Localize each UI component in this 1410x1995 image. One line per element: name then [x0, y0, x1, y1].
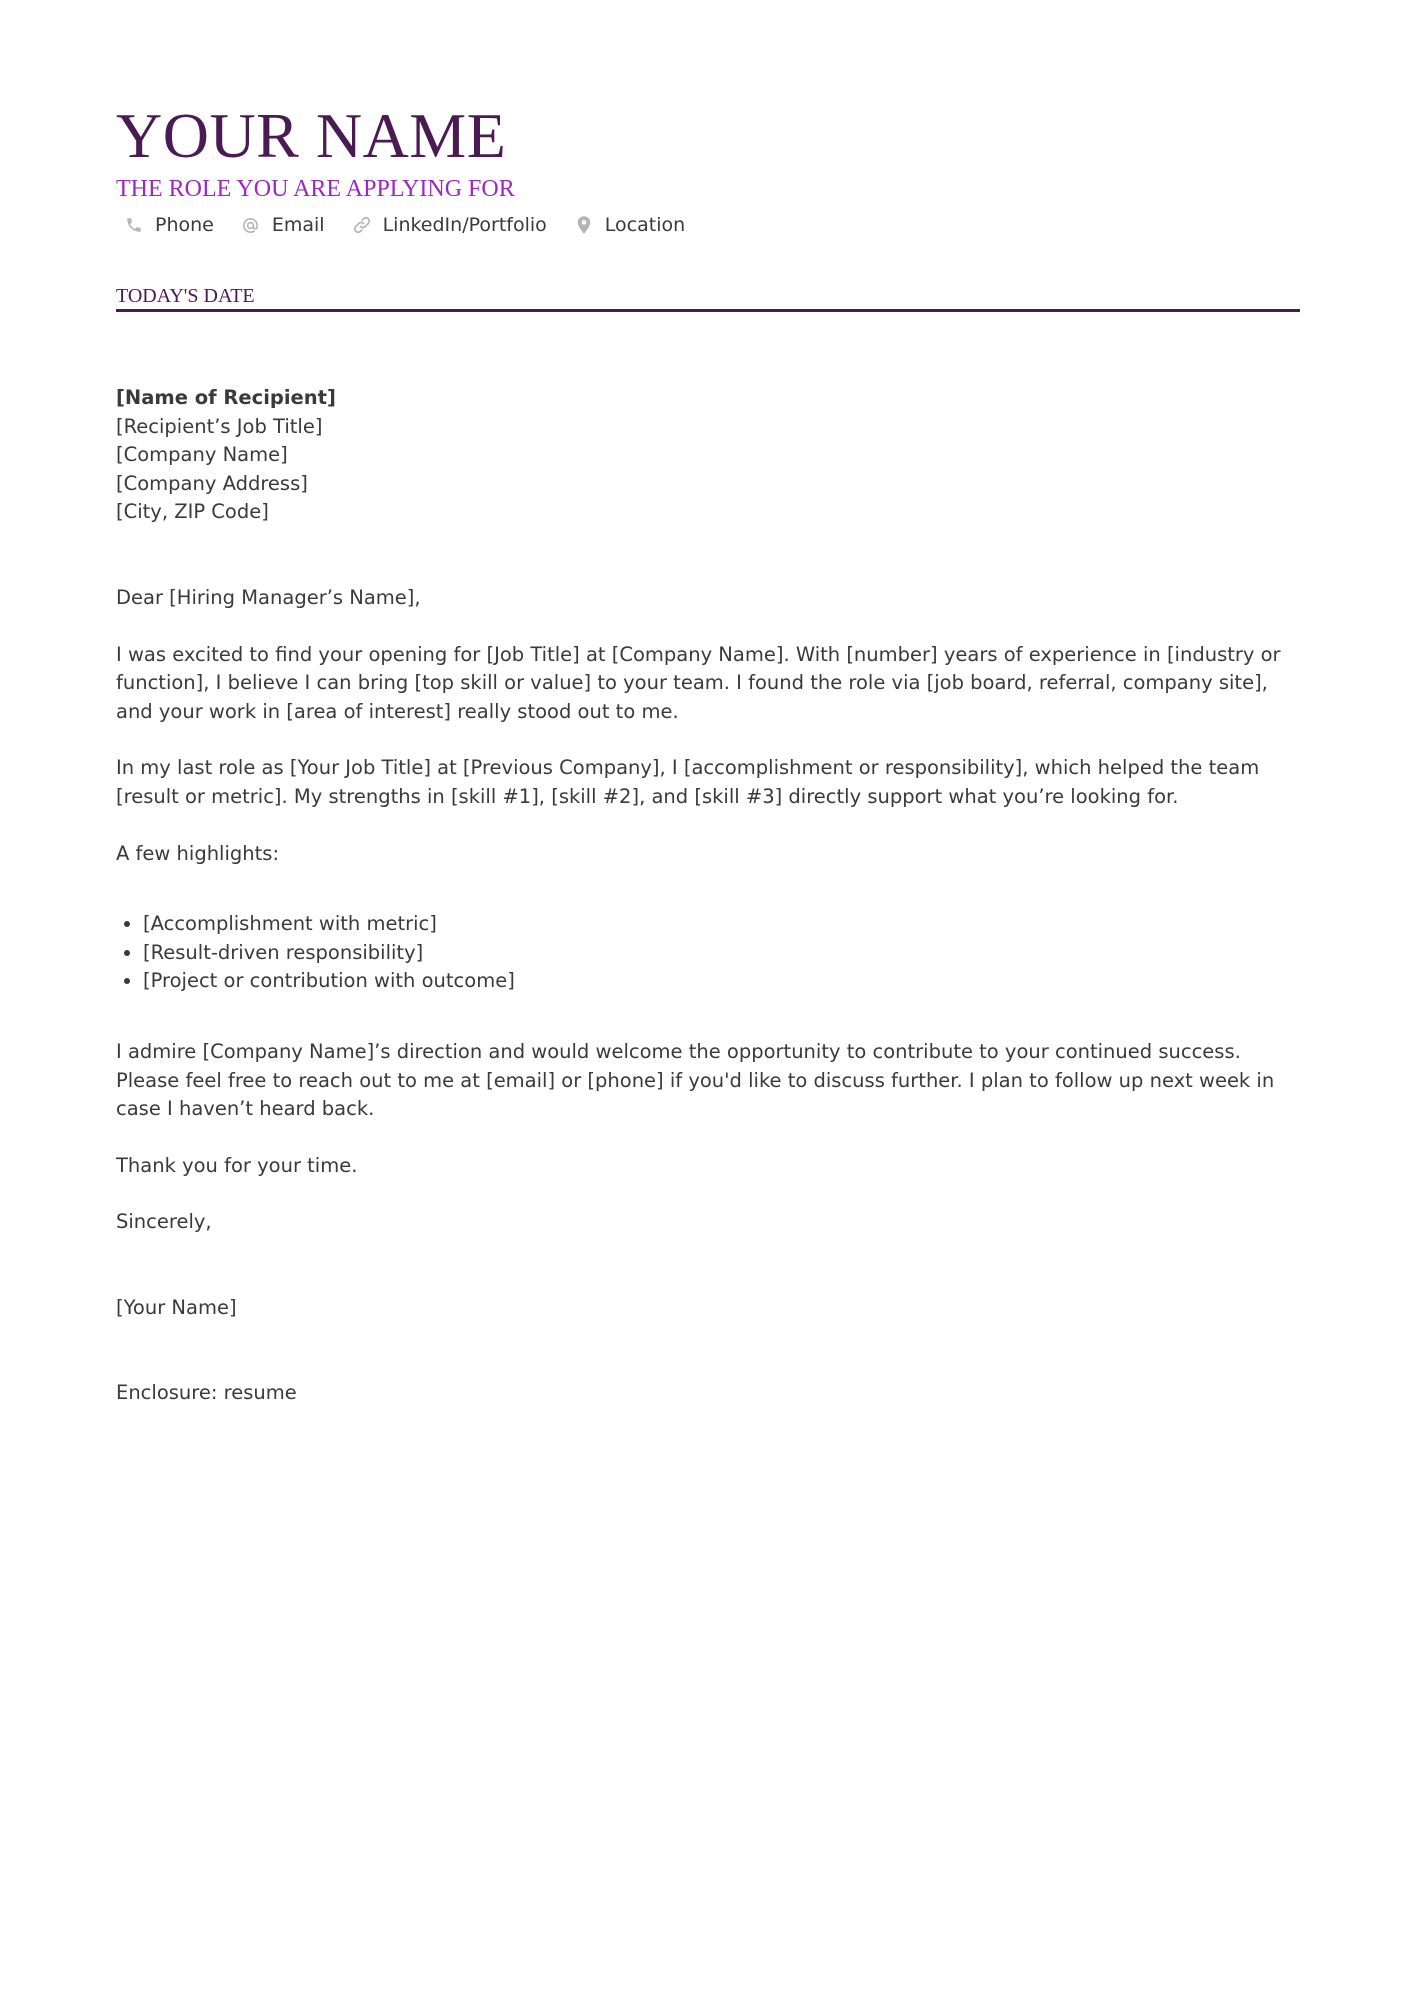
link-icon [352, 215, 372, 235]
applicant-name: YOUR NAME [116, 100, 507, 171]
phone-icon [124, 215, 144, 235]
recipient-city-zip: [City, ZIP Code] [116, 500, 269, 524]
contact-linkedin [352, 214, 547, 236]
at-icon [241, 215, 261, 235]
highlights-intro: A few highlights: [116, 841, 280, 865]
list-item: • [Project or contribution with outcome] [143, 967, 1300, 996]
contact-location-label: Location [604, 214, 686, 236]
contact-info-row [124, 212, 712, 238]
highlights-list [116, 910, 1300, 996]
recipient-name: [Name of Recipient] [116, 386, 336, 409]
header-divider [116, 309, 1300, 312]
list-item: • [Result-driven responsibility] [143, 939, 1300, 968]
letter-date: TODAY'S DATE [116, 285, 255, 307]
contact-email [241, 214, 325, 236]
letter-body [116, 384, 1300, 1408]
recipient-company: [Company Name] [116, 443, 288, 467]
contact-location [574, 214, 685, 236]
recipient-job-title: [Recipient’s Job Title] [116, 414, 323, 438]
applied-role: THE ROLE YOU ARE APPLYING FOR [116, 176, 515, 202]
contact-linkedin-label: LinkedIn/Portfolio [382, 214, 547, 236]
contact-email-label: Email [271, 214, 325, 236]
list-item: • [Accomplishment with metric] [143, 910, 1300, 939]
signature: [Your Name] [116, 1295, 237, 1319]
location-pin-icon [574, 215, 594, 235]
closing-line: Sincerely, [116, 1210, 212, 1234]
thanks-line: Thank you for your time. [116, 1153, 358, 1177]
paragraph-experience: In my last role as [Your Job Title] at [Previous Company], I [accomplishment or responsibility], which helped the team [result or metric]. My strengths in [skill #1], [skill #2], and [skill #3] directly support what you’re looking for. [116, 756, 1260, 808]
enclosure: Enclosure: resume [116, 1381, 297, 1405]
salutation: Dear [Hiring Manager’s Name], [116, 585, 421, 609]
recipient-block [116, 384, 1300, 527]
paragraph-intro: I was excited to find your opening for [Job Title] at [Company Name]. With [number] years of experience in [industry or function], I believe I can bring [top skill or value] to your team. I found the role via [job board, referral, company site], and your work in [area of interest] really stood out to me. [116, 642, 1281, 723]
paragraph-closing: I admire [Company Name]’s direction and would welcome the opportunity to contribute to your continued success. Please feel free to reach out to me at [email] or [phone] if you'd like to discuss further. I plan to follow up next week in case I haven’t heard back. [116, 1039, 1275, 1121]
contact-phone-label: Phone [155, 214, 214, 236]
contact-phone [124, 214, 214, 236]
recipient-address: [Company Address] [116, 471, 308, 495]
